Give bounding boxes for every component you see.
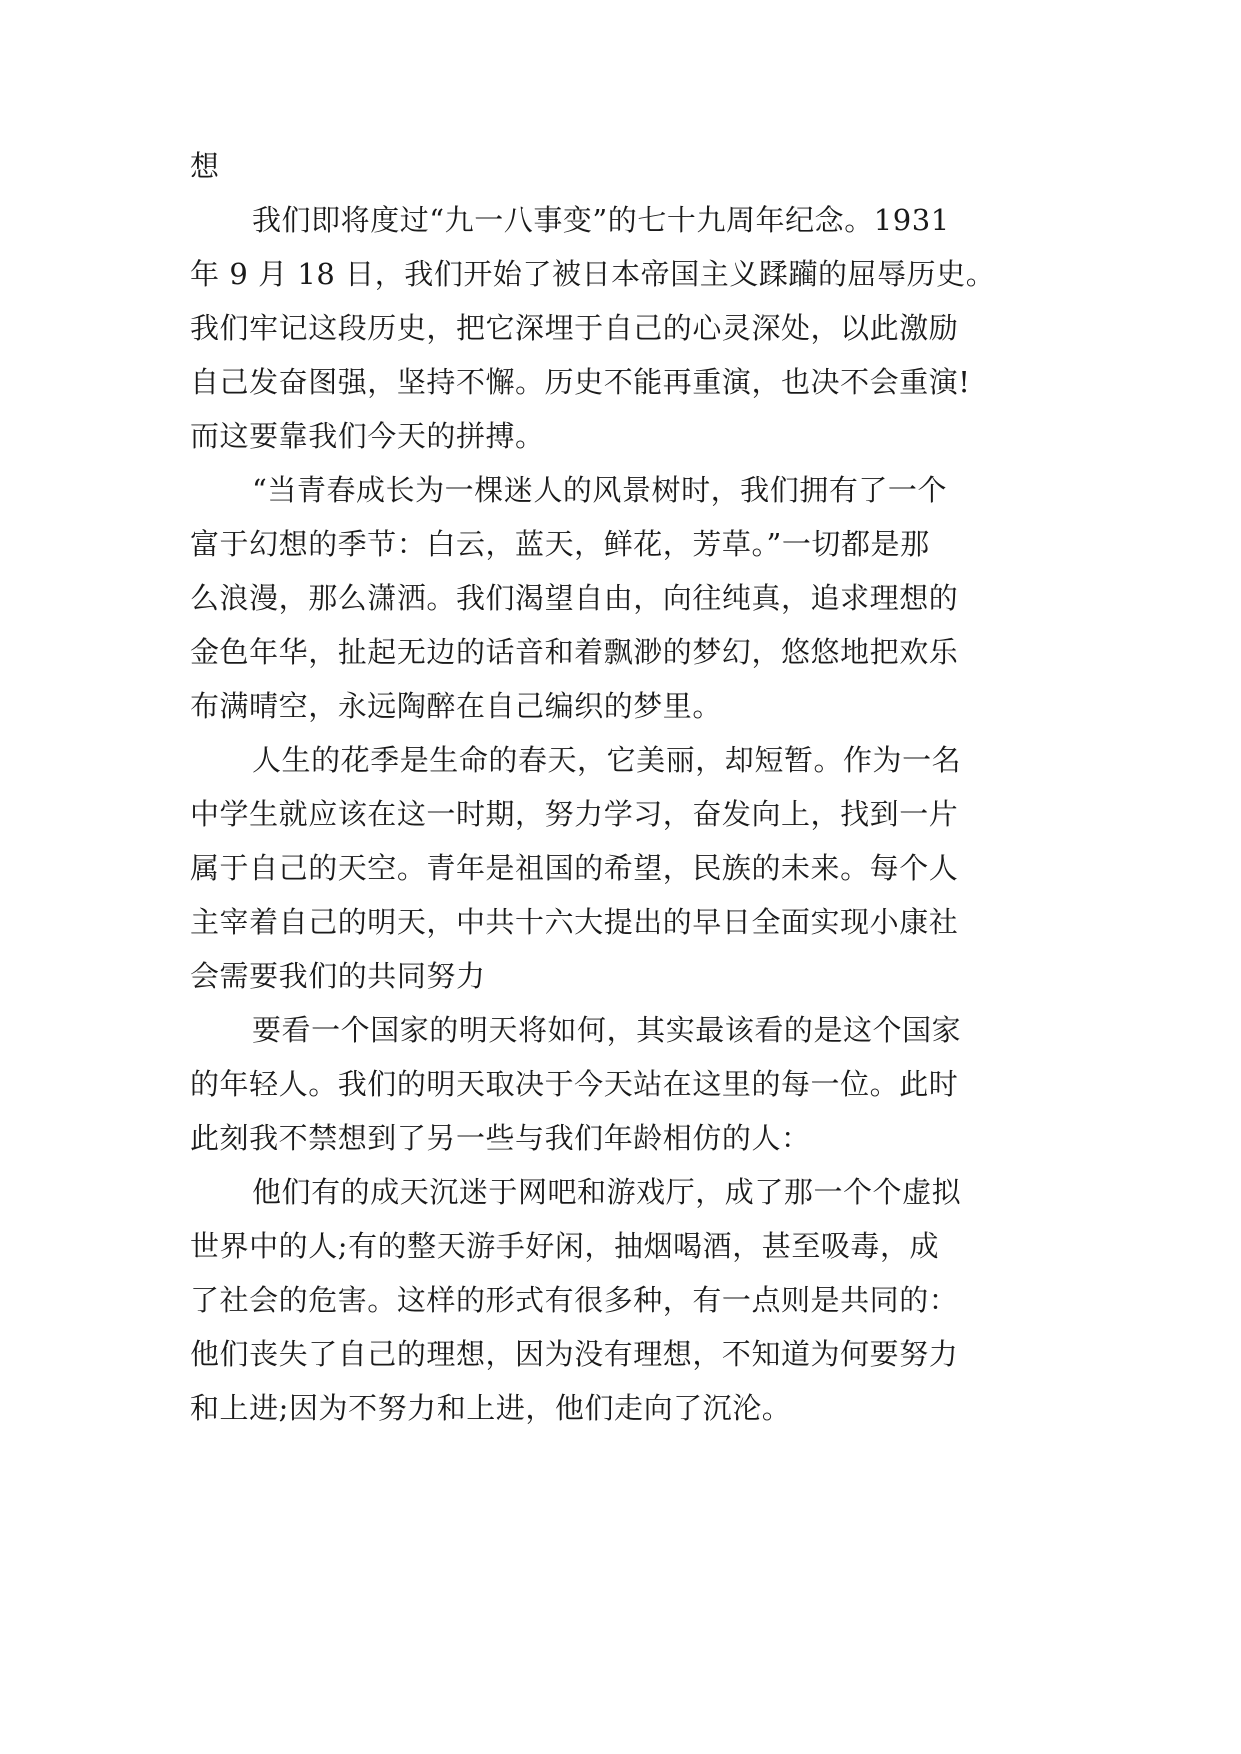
text-line: 世界中的人;有的整天游手好闲，抽烟喝酒，甚至吸毒，成: [190, 1229, 940, 1263]
text-line: 主宰着自己的明天，中共十六大提出的早日全面实现小康社: [190, 905, 959, 939]
text-line: 金色年华，扯起无边的话音和着飘渺的梦幻，悠悠地把欢乐: [190, 635, 959, 669]
text-line: 想: [190, 149, 220, 183]
text-line: 他们有的成天沉迷于网吧和游戏厅，成了那一个个虚拟: [252, 1175, 962, 1209]
text-line: 的年轻人。我们的明天取决于今天站在这里的每一位。此时: [190, 1067, 959, 1101]
text-line: 我们即将度过“九一八事变”的七十九周年纪念。1931: [252, 203, 950, 237]
text-line: 和上进;因为不努力和上进，他们走向了沉沦。: [190, 1391, 792, 1425]
text-line: 布满晴空，永远陶醉在自己编织的梦里。: [190, 689, 722, 723]
text-line: 属于自己的天空。青年是祖国的希望，民族的未来。每个人: [190, 851, 959, 885]
text-line: 么浪漫，那么潇洒。我们渴望自由，向往纯真，追求理想的: [190, 581, 959, 615]
text-line: 中学生就应该在这一时期，努力学习，奋发向上，找到一片: [190, 797, 959, 831]
text-line: “当青春成长为一棵迷人的风景树时，我们拥有了一个: [252, 473, 948, 507]
text-line: 此刻我不禁想到了另一些与我们年龄相仿的人：: [190, 1121, 811, 1155]
text-line: 会需要我们的共同努力: [190, 959, 486, 993]
text-line: 要看一个国家的明天将如何，其实最该看的是这个国家: [252, 1013, 962, 1047]
text-line: 我们牢记这段历史，把它深埋于自己的心灵深处，以此激励: [190, 311, 959, 345]
text-line: 富于幻想的季节：白云，蓝天，鲜花，芳草。”一切都是那: [190, 527, 930, 561]
text-line: 自己发奋图强，坚持不懈。历史不能再重演，也决不会重演!: [190, 365, 971, 399]
text-line: 而这要靠我们今天的拼搏。: [190, 419, 545, 453]
text-line: 他们丧失了自己的理想，因为没有理想，不知道为何要努力: [190, 1337, 959, 1371]
text-line: 人生的花季是生命的春天，它美丽，却短暂。作为一名: [252, 743, 962, 777]
text-line: 了社会的危害。这样的形式有很多种，有一点则是共同的：: [190, 1283, 959, 1317]
text-line: 年 9 月 18 日，我们开始了被日本帝国主义蹂躏的屈辱历史。: [190, 257, 996, 291]
